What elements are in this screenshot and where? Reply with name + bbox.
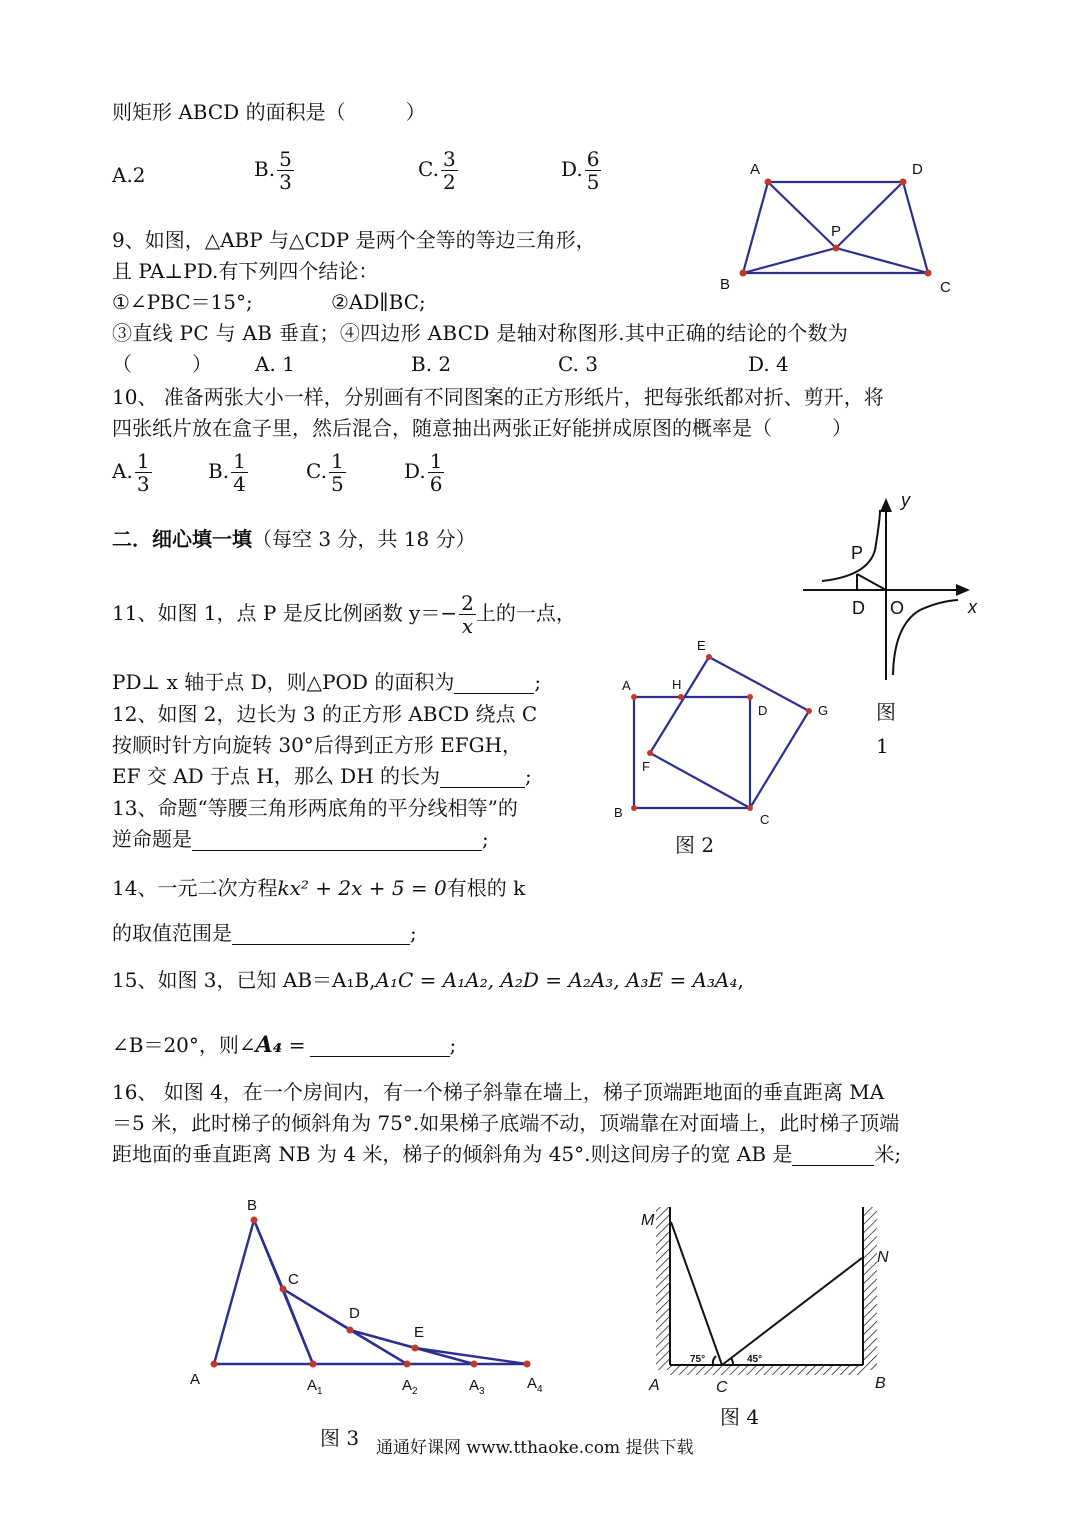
q15-angle-var: A₄ <box>255 1032 283 1058</box>
option-label: C. <box>306 459 327 483</box>
denominator: x <box>459 614 476 637</box>
label-c: C <box>940 279 951 296</box>
q12-line3-text: EF 交 AD 于点 H，那么 DH 的长为 <box>112 764 441 788</box>
angle-arc-75 <box>713 1356 716 1365</box>
option-label: C. <box>418 157 439 181</box>
q9-line3b: ②AD∥BC; <box>331 290 426 314</box>
floor-hatch <box>670 1365 863 1375</box>
numerator: 3 <box>442 147 456 171</box>
q11-line2-end: ; <box>534 670 542 694</box>
denominator: 5 <box>330 472 344 496</box>
q15-text-pre: 15、如图 3，已知 AB＝A₁B, <box>112 968 376 992</box>
label-c: C <box>716 1379 728 1396</box>
label-b: B <box>875 1375 886 1392</box>
label-b: B <box>247 1197 258 1214</box>
q9-option-c: C. 3 <box>558 352 599 376</box>
numerator: 5 <box>279 147 292 171</box>
q8-stem-tail: 则矩形 ABCD 的面积是（ ） <box>112 100 426 124</box>
left-wall-hatch <box>656 1207 670 1370</box>
q14-line2-text: 的取值范围是 <box>112 921 232 945</box>
q12-line1: 12、如图 2，边长为 3 的正方形 ABCD 绕点 C <box>112 702 538 726</box>
q9-answer-paren: （ ） <box>112 352 212 376</box>
q12-line2: 按顺时针方向旋转 30°后得到正方形 EFGH， <box>112 733 523 757</box>
q15-equals: = <box>282 1033 306 1057</box>
numerator: 1 <box>233 449 246 473</box>
section2-note: （每空 3 分，共 18 分） <box>252 527 476 551</box>
label-angle-45: 45° <box>747 1354 763 1365</box>
label-a3: $A_3$ <box>469 1377 485 1397</box>
footer-source: 通通好课网 www.tthaoke.com 提供下载 <box>376 1438 694 1458</box>
denominator: 2 <box>442 170 456 194</box>
label-a: A <box>622 678 631 693</box>
q8-option-a: A.2 <box>112 163 146 187</box>
label-h: H <box>672 677 682 692</box>
denominator: 3 <box>279 170 292 194</box>
fig4-caption: 图 4 <box>720 1405 760 1429</box>
q13-line2-end: ; <box>482 827 489 851</box>
label-c: C <box>760 812 770 827</box>
fig1-caption-bottom: 1 <box>876 734 889 758</box>
fig1-caption-top: 图 <box>876 700 896 724</box>
q9-line2: 且 PA⊥PD.有下列四个结论： <box>112 259 379 283</box>
label-c: C <box>288 1271 299 1288</box>
fig2-caption: 图 2 <box>675 833 715 857</box>
q16-line3-text: 距地面的垂直距离 NB 为 4 米，梯子的倾斜角为 45°.则这间房子的宽 AB 是 <box>112 1142 793 1166</box>
label-g: G <box>818 703 829 718</box>
q9-option-b: B. 2 <box>411 352 452 376</box>
label-a1: $A_1$ <box>307 1377 323 1397</box>
q15-line2-end: ; <box>449 1033 457 1057</box>
label-o: O <box>890 598 905 618</box>
q9-option-d: D. 4 <box>748 352 789 376</box>
label-n: N <box>877 1249 889 1266</box>
fig3-caption: 图 3 <box>320 1426 360 1450</box>
q12-line3-end: ; <box>525 764 532 788</box>
denominator: 5 <box>586 170 600 194</box>
q11-line2-text: PD⊥ x 轴于点 D，则△POD 的面积为 <box>112 670 455 694</box>
label-y: y <box>901 490 910 510</box>
q15-text-end: , <box>737 968 744 992</box>
q16-line1: 16、 如图 4，在一个房间内，有一个梯子斜靠在墙上，梯子顶端距地面的垂直距离 MA <box>112 1080 885 1104</box>
label-e: E <box>414 1324 425 1341</box>
label-a: A <box>190 1371 201 1388</box>
section2-title: 二．细心填一填 <box>112 527 252 551</box>
denominator: 4 <box>233 472 246 496</box>
ladder-position-2 <box>722 1258 862 1365</box>
numerator: 2 <box>461 591 474 615</box>
option-label: A. <box>112 459 133 483</box>
q13-line1: 13、命题“等腰三角形两底角的平分线相等”的 <box>112 796 518 820</box>
numerator: 1 <box>136 449 150 473</box>
q10-line2: 四张纸片放在盒子里，然后混合，随意抽出两张正好能拼成原图的概率是（ ） <box>112 416 852 440</box>
right-wall-hatch <box>863 1207 877 1370</box>
q9-line1: 9、如图，△ABP 与△CDP 是两个全等的等边三角形， <box>112 228 596 252</box>
q11-text-post: 上的一点， <box>475 601 576 625</box>
option-label: D. <box>404 459 426 483</box>
label-a4: $A_4$ <box>527 1375 543 1395</box>
label-angle-75: 75° <box>690 1354 706 1365</box>
q14-line2-end: ; <box>410 921 417 945</box>
q14-text-pre: 14、一元二次方程 <box>112 876 278 900</box>
q10-line1: 10、 准备两张大小一样，分别画有不同图案的正方形纸片，把每张纸都对折、剪开，将 <box>112 385 884 409</box>
label-p: P <box>851 543 864 563</box>
label-d: D <box>349 1305 360 1322</box>
denominator: 6 <box>429 472 443 496</box>
q15-line2-text: ∠B＝20°，则∠ <box>112 1033 256 1057</box>
option-label: B. <box>254 157 276 181</box>
angle-arc-45 <box>731 1358 733 1365</box>
label-b: B <box>720 276 731 293</box>
label-d: D <box>758 703 768 718</box>
label-d: D <box>912 161 923 178</box>
label-a: A <box>750 161 761 178</box>
q14-text-post: 有根的 k <box>446 876 526 900</box>
ladder-position-1 <box>671 1222 722 1365</box>
label-d: D <box>852 598 865 618</box>
q15-equation: A₁C = A₁A₂, A₂D = A₂A₃, A₃E = A₃A₄ <box>375 968 738 992</box>
label-e: E <box>697 638 706 653</box>
option-label: B. <box>208 459 230 483</box>
q13-line2-text: 逆命题是 <box>112 827 192 851</box>
label-a: A <box>649 1377 660 1394</box>
label-m: M <box>641 1212 655 1229</box>
label-b: B <box>614 805 623 820</box>
label-x: x <box>968 597 977 617</box>
numerator: 1 <box>330 449 344 473</box>
label-p: P <box>831 223 842 240</box>
q9-option-a: A. 1 <box>255 352 295 376</box>
numerator: 6 <box>586 147 600 171</box>
q16-line3-end: 米; <box>874 1142 902 1166</box>
q11-text-pre: 11、如图 1，点 P 是反比例函数 y＝− <box>112 601 458 625</box>
q9-line3a: ①∠PBC＝15°; <box>112 290 253 314</box>
denominator: 3 <box>136 472 150 496</box>
numerator: 1 <box>429 449 443 473</box>
q16-line2: ＝5 米，此时梯子的倾斜角为 75°.如果梯子底端不动，顶端靠在对面墙上，此时梯子顶端 <box>112 1111 900 1135</box>
option-label: D. <box>561 157 583 181</box>
q14-equation: kx² + 2x + 5 = 0 <box>277 876 447 900</box>
label-f: F <box>642 759 650 774</box>
label-a2: $A_2$ <box>402 1377 418 1397</box>
q9-line4: ③直线 PC 与 AB 垂直；④四边形 ABCD 是轴对称图形.其中正确的结论的个数为 <box>112 321 849 345</box>
